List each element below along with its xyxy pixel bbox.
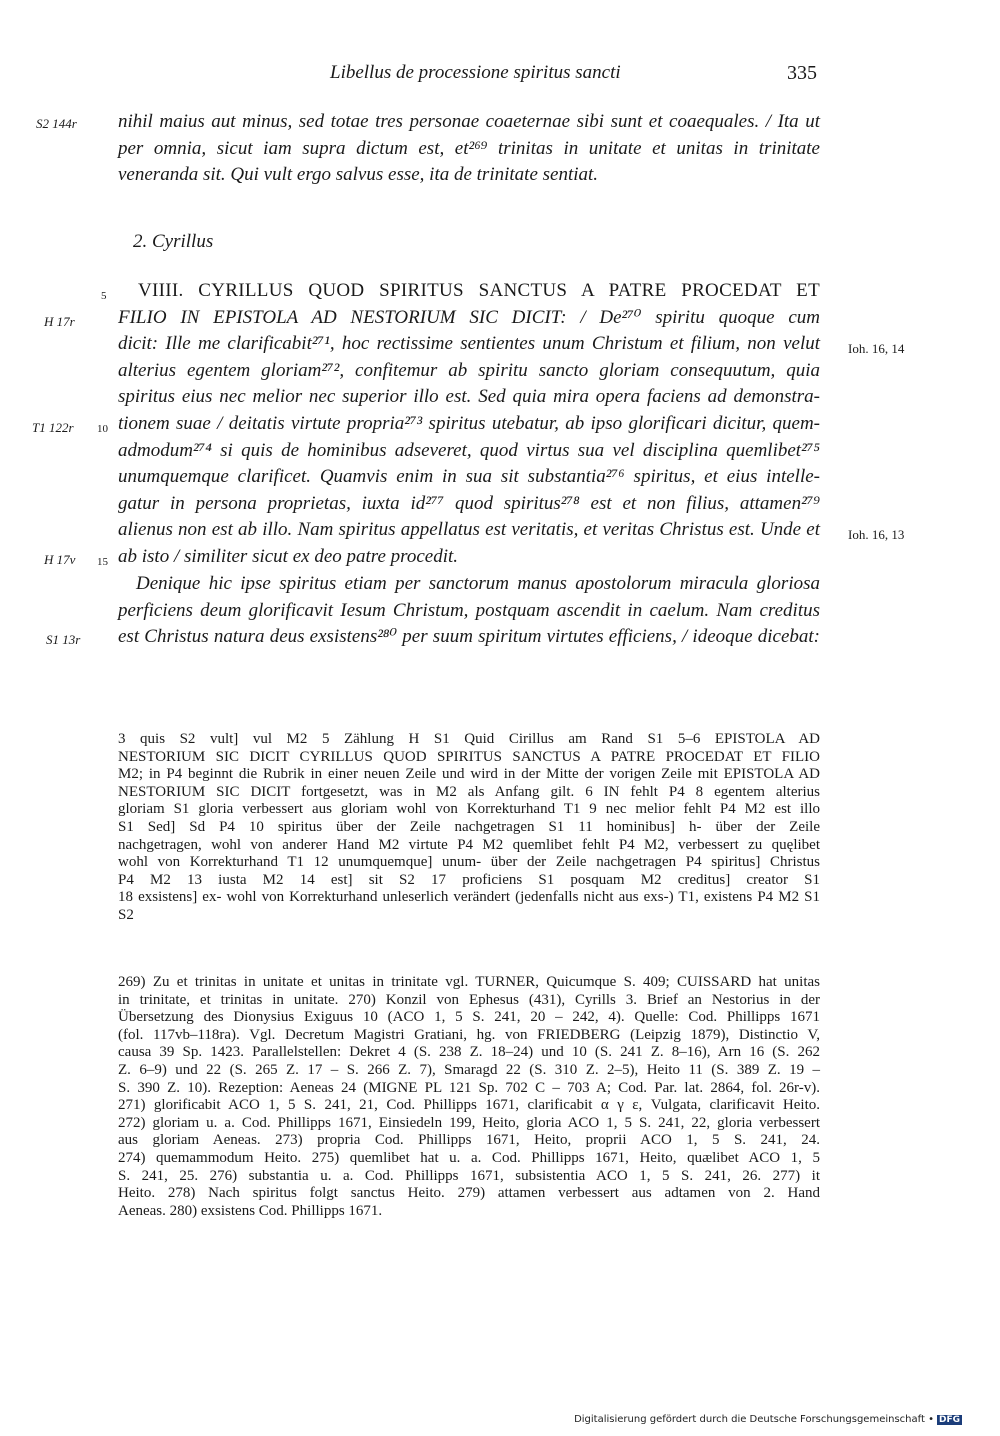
margin-siglum-h17r: H 17r [44,314,75,329]
footnote-line: S. 241, 25. 276) substantia u. a. Cod. Phillipps 1671, subsistentia ACO 1, 5 S. 241, 26. 277) it [118,1167,820,1184]
apparatus-line: NESTORIUM SIC DICIT fortgesetzt, was in M2 als Anfang gilt. 6 IN fehlt P4 8 egentem alterius [118,783,820,800]
text-line: alterius egentem gloriam²⁷², confitemur ab spiritu sancto gloriam consequutum, quia [118,359,820,381]
text-line: dicit: Ille me clarificabit²⁷¹, hoc rectissime sentientes unum Christum et filium, non velut [118,333,820,355]
margin-siglum-s1-13r: S1 13r [46,632,81,647]
margin-siglum-t1-122r: T1 122r [32,420,74,435]
line-number-10: 10 [97,423,108,435]
line-number-5: 5 [101,290,107,302]
credit-text: Digitalisierung gefördert durch die Deutsche Forschungsgemeinschaft • [574,1414,934,1425]
footnote-line: (fol. 117vb–118ra). Vgl. Decretum Magistri Gratiani, hg. von FRIEDBERG (Leipzig 1879), Distinctio V, [118,1026,820,1043]
text-line: veneranda sit. Qui vult ergo salvus esse, ita de trinitate sentiat. [118,164,599,186]
apparatus-line: wohl von Korrekturhand T1 12 unumquemque] unum- über der Zeile nachgetragen P4 spiritus] Christus [118,854,820,871]
margin-reference-ioh-16-13: Ioh. 16, 13 [848,527,905,542]
text-line: tionem suae / deitatis virtute propria²⁷³ spiritus utebatur, ab ipso glorificari dicitur, quem- [118,412,820,434]
apparatus-line: gloriam S1 gloria verbessert aus gloriam wohl von Korrekturhand T1 9 nec melior fehlt P4 M2 est illo [118,801,820,818]
text-line: admodum²⁷⁴ si quis de hominibus adseveret, quod virtus sua vel disciplina quemlibet²⁷⁵ [118,439,820,461]
apparatus-line: NESTORIUM SIC DICIT CYRILLUS QUOD SPIRITUS SANCTUS A PATRE PROCEDAT ET FILIO [118,748,820,765]
running-header-title: Libellus de processione spiritus sancti [330,62,621,83]
footnote-line: causa 39 Sp. 1423. Parallelstellen: Dekret 4 (S. 238 Z. 18–24) und 10 (S. 241 Z. 8–16), Arn 16 (S. 262 [118,1044,820,1061]
main-text-paragraph-1 [118,109,820,189]
text-line: perficiens deum glorificavit Iesum Christum, postquam ascendit in caelum. Nam creditus [118,599,820,621]
apparatus-line: 18 exsistens] ex- wohl von Korrekturhand unleserlich verändert (jedenfalls nicht aus exs-) T1, existens P4 M2 S1 [118,889,820,906]
footnote-line: 271) glorificabit ACO 1, 5 S. 241, 21, Cod. Phillipps 1671, clarificabit α γ ε, Vulgata, clarificavit Heito. [118,1097,820,1114]
text-line: alienus non est ab illo. Nam spiritus appellatus est veritatis, et veritas Christus est. Unde et [118,519,820,541]
text-line: FILIO IN EPISTOLA AD NESTORIUM SIC DICIT: / De²⁷⁰ spiritu quoque cum [118,306,820,328]
text-line: Denique hic ipse spiritus etiam per sanctorum manus apostolorum miracula gloriosa [136,573,820,594]
footnote-line: in trinitate, et trinitas in unitate. 270) Konzil von Ephesus (431), Cyrills 3. Brief an Nestorius in der [118,991,820,1008]
main-text-paragraph-2 [118,278,820,571]
text-line: ab isto / similiter sicut ex deo patre procedit. [118,545,459,567]
section-heading: 2. Cyrillus [133,231,214,252]
footnote-line: 272) gloriam u. a. Cod. Phillipps 1671, Einsiedeln 199, Heito, gloria ACO 1, 5 S. 241, 22, gloria verbessert [118,1114,820,1131]
text-line: est Christus natura deus exsistens²⁸⁰ per suum spiritum virtutes efficiens, / ideoque dicebat: [118,626,820,648]
text-line: unumquemque clarificet. Quamvis enim in sua sit substantia²⁷⁶ spiritus, et eius intelle- [118,466,820,488]
margin-siglum-s2-144r: S2 144r [36,116,77,131]
digitization-credit [574,1414,962,1425]
text-line: gatur in persona proprietas, iuxta id²⁷⁷ quod spiritus²⁷⁸ est et non filius, attamen²⁷⁹ [118,492,820,514]
footnote-line: S. 390 Z. 10). Rezeption: Aeneas 24 (MIGNE PL 121 Sp. 702 C – 703 A; Cod. Par. lat. 2864, fol. 26r-v). [118,1079,820,1096]
rubric-line: VIIII. CYRILLUS QUOD SPIRITUS SANCTUS A PATRE PROCEDAT ET [138,280,820,301]
text-line: spiritus eius nec melior nec superior illo est. Sed quia mira opera faciens ad demonstra- [118,386,820,408]
footnote-line: 274) quemammodum Heito. 275) quemlibet hat u. a. Cod. Phillipps 1671, Heito, quælibet ACO 1, 5 [118,1149,820,1166]
page-number: 335 [787,62,817,84]
footnotes [118,974,820,1220]
apparatus-line: M2; in P4 beginnt die Rubrik in einer neuen Zeile und wird in der Mitte der vorigen Zeile mit EPISTOLA AD [118,766,820,783]
main-text-paragraph-3 [118,571,820,651]
footnote-line: Übersetzung des Dionysius Exiguus 10 (ACO 1, 5 S. 241, 20 – 242, 4). Quelle: Cod. Phillipps 1671 [118,1009,820,1026]
dfg-logo: DFG [938,1415,960,1425]
apparatus-line: S1 Sed] Sd P4 10 spiritus über der Zeile nachgetragen S1 11 hominibus] h- über der Zeile [118,818,820,835]
footnote-line: Heito. 278) Nach spiritus folgt sanctus Heito. 279) attamen verbessert aus adtamen von 2. Hand [118,1185,820,1202]
apparatus-line: nachgetragen, wohl von anderer Hand M2 virtute P4 M2 quemlibet fehlt P4 M2, verbessert zu quęlibet [118,836,820,853]
apparatus-line: S2 [118,906,134,923]
critical-apparatus [118,731,820,925]
footnote-line: Z. 6–9) und 22 (S. 265 Z. 17 – S. 266 Z. 7), Smaragd 22 (S. 310 Z. 2–5), Heito 11 (S. 389 Z. 19 – [118,1061,820,1078]
footnote-line: 269) Zu et trinitas in unitate et unitas in trinitate vgl. TURNER, Quicumque S. 409; CUISSARD hat unitas [118,974,820,990]
margin-reference-ioh-16-14: Ioh. 16, 14 [848,341,905,356]
footnote-line: Aeneas. 280) exsistens Cod. Phillipps 1671. [118,1202,383,1219]
apparatus-line: P4 M2 13 iusta M2 14 est] sit S2 17 proficiens S1 posquam M2 creditus] creator S1 [118,871,820,888]
line-number-15: 15 [97,556,108,568]
footnote-line: aus gloriam Aeneas. 273) propria Cod. Phillipps 1671, Heito, proprii ACO 1, 5 S. 241, 24. [118,1132,820,1149]
text-line: nihil maius aut minus, sed totae tres personae coaeternae sibi sunt et coaequales. / Ita ut [118,111,820,132]
text-line: per omnia, sicut iam supra dictum est, et²⁶⁹ trinitas in unitate et unitas in trinitate [118,137,820,159]
apparatus-line: 3 quis S2 vult] vul M2 5 Zählung H S1 Quid Cirillus am Rand S1 5–6 EPISTOLA AD [118,731,820,747]
margin-siglum-h17v: H 17v [44,552,76,567]
